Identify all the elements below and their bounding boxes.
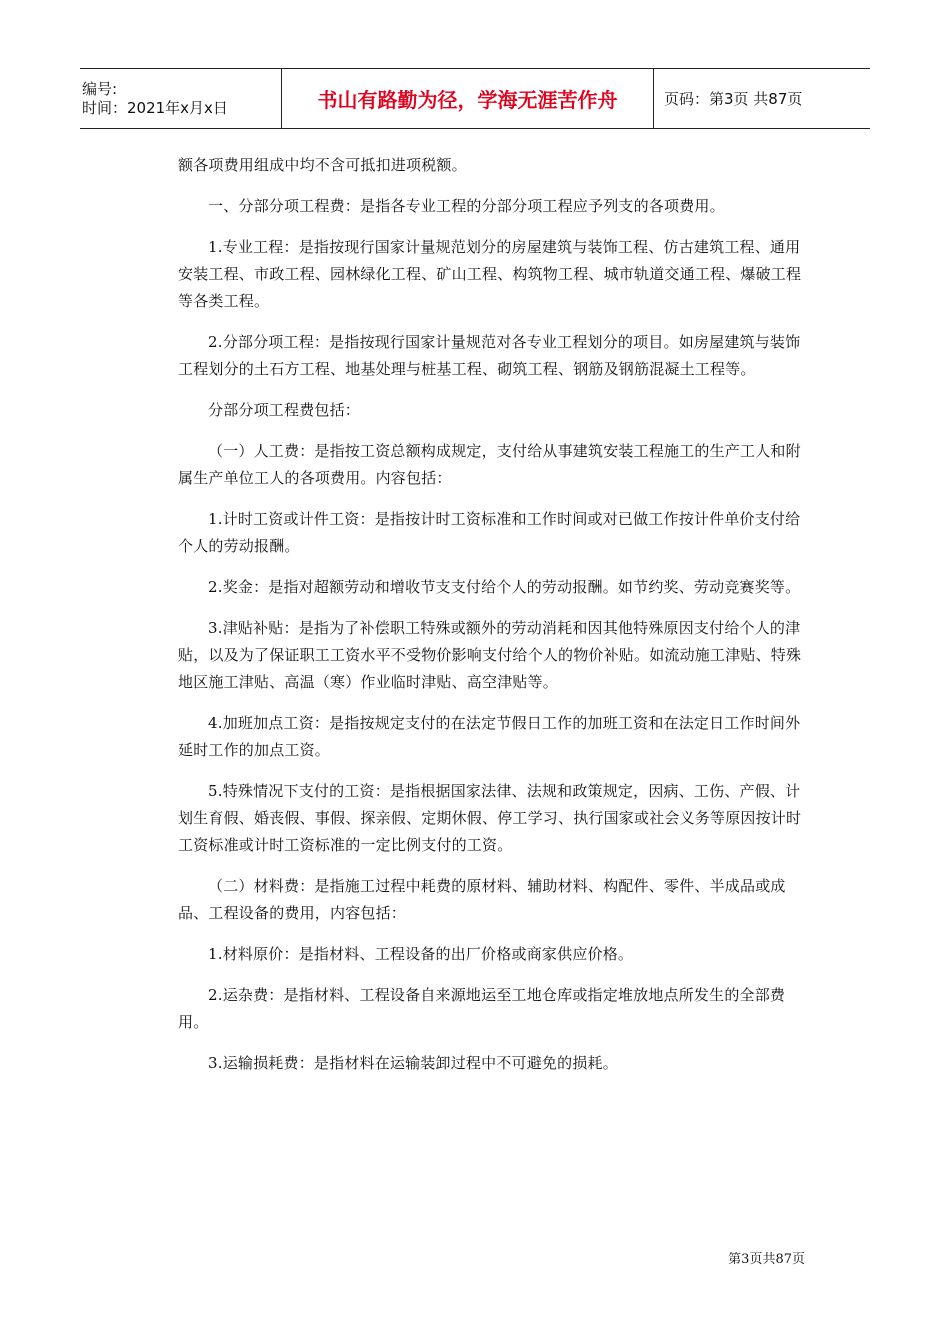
document-time-label: 时间：2021年x月x日	[82, 98, 228, 117]
paragraph: 分部分项工程费包括：	[208, 401, 361, 419]
page-header	[80, 68, 870, 129]
paragraph: （二）材料费：是指施工过程中耗费的原材料、辅助材料、构配件、零件、半成品或成品、工程设备的费用，内容包括：	[178, 877, 786, 922]
paragraph: 1.材料原价：是指材料、工程设备的出厂价格或商家供应价格。	[208, 945, 634, 963]
paragraph: 1.专业工程：是指按现行国家计量规范划分的房屋建筑与装饰工程、仿古建筑工程、通用安装工程、市政工程、园林绿化工程、矿山工程、构筑物工程、城市轨道交通工程、爆破工程等各类工程。	[178, 238, 802, 310]
footer-page-number: 第3页共87页	[728, 1252, 805, 1267]
paragraph: 1.计时工资或计件工资：是指按计时工资标准和工作时间或对已做工作按计件单价支付给个人的劳动报酬。	[178, 510, 801, 555]
paragraph: 5.特殊情况下支付的工资：是指根据国家法律、法规和政策规定，因病、工伤、产假、计划生育假、婚丧假、事假、探亲假、定期休假、停工学习、执行国家或社会义务等原因按计时工资标准或计时工资标准的一定比例支付的工资。	[178, 782, 802, 854]
paragraph: 3.运输损耗费：是指材料在运输装卸过程中不可避免的损耗。	[208, 1054, 618, 1072]
paragraph: 3.津贴补贴：是指为了补偿职工特殊或额外的劳动消耗和因其他特殊原因支付给个人的津贴，以及为了保证职工工资水平不受物价影响支付给个人的物价补贴。如流动施工津贴、特殊地区施工津贴、高温（寒）作业临时津贴、高空津贴等。	[178, 619, 802, 691]
paragraph: 2.运杂费：是指材料、工程设备自来源地运至工地仓库或指定堆放地点所发生的全部费用。	[178, 986, 786, 1031]
paragraph: 额各项费用组成中均不含可抵扣进项税额。	[178, 156, 467, 174]
document-number-label: 编号:	[82, 79, 118, 98]
paragraph: 一、分部分项工程费：是指各专业工程的分部分项工程应予列支的各项费用。	[208, 197, 725, 215]
page-number-label: 页码：第3页 共87页	[664, 90, 803, 108]
document-body	[178, 152, 810, 1091]
motto-text: 书山有路勤为径，学海无涯苦作舟	[317, 88, 618, 112]
paragraph: 4.加班加点工资：是指按规定支付的在法定节假日工作的加班工资和在法定日工作时间外延时工作的加点工资。	[178, 714, 801, 759]
paragraph: （一）人工费：是指按工资总额构成规定，支付给从事建筑安装工程施工的生产工人和附属生产单位工人的各项费用。内容包括：	[178, 442, 801, 487]
header-meta	[80, 69, 282, 128]
header-page-info	[654, 69, 870, 128]
page-footer	[728, 1248, 805, 1267]
paragraph: 2.分部分项工程：是指按现行国家计量规范对各专业工程划分的项目。如房屋建筑与装饰工程划分的土石方工程、地基处理与桩基工程、砌筑工程、钢筋及钢筋混凝土工程等。	[178, 333, 801, 378]
header-motto	[282, 69, 654, 128]
paragraph: 2.奖金：是指对超额劳动和增收节支支付给个人的劳动报酬。如节约奖、劳动竞赛奖等。	[208, 578, 801, 596]
